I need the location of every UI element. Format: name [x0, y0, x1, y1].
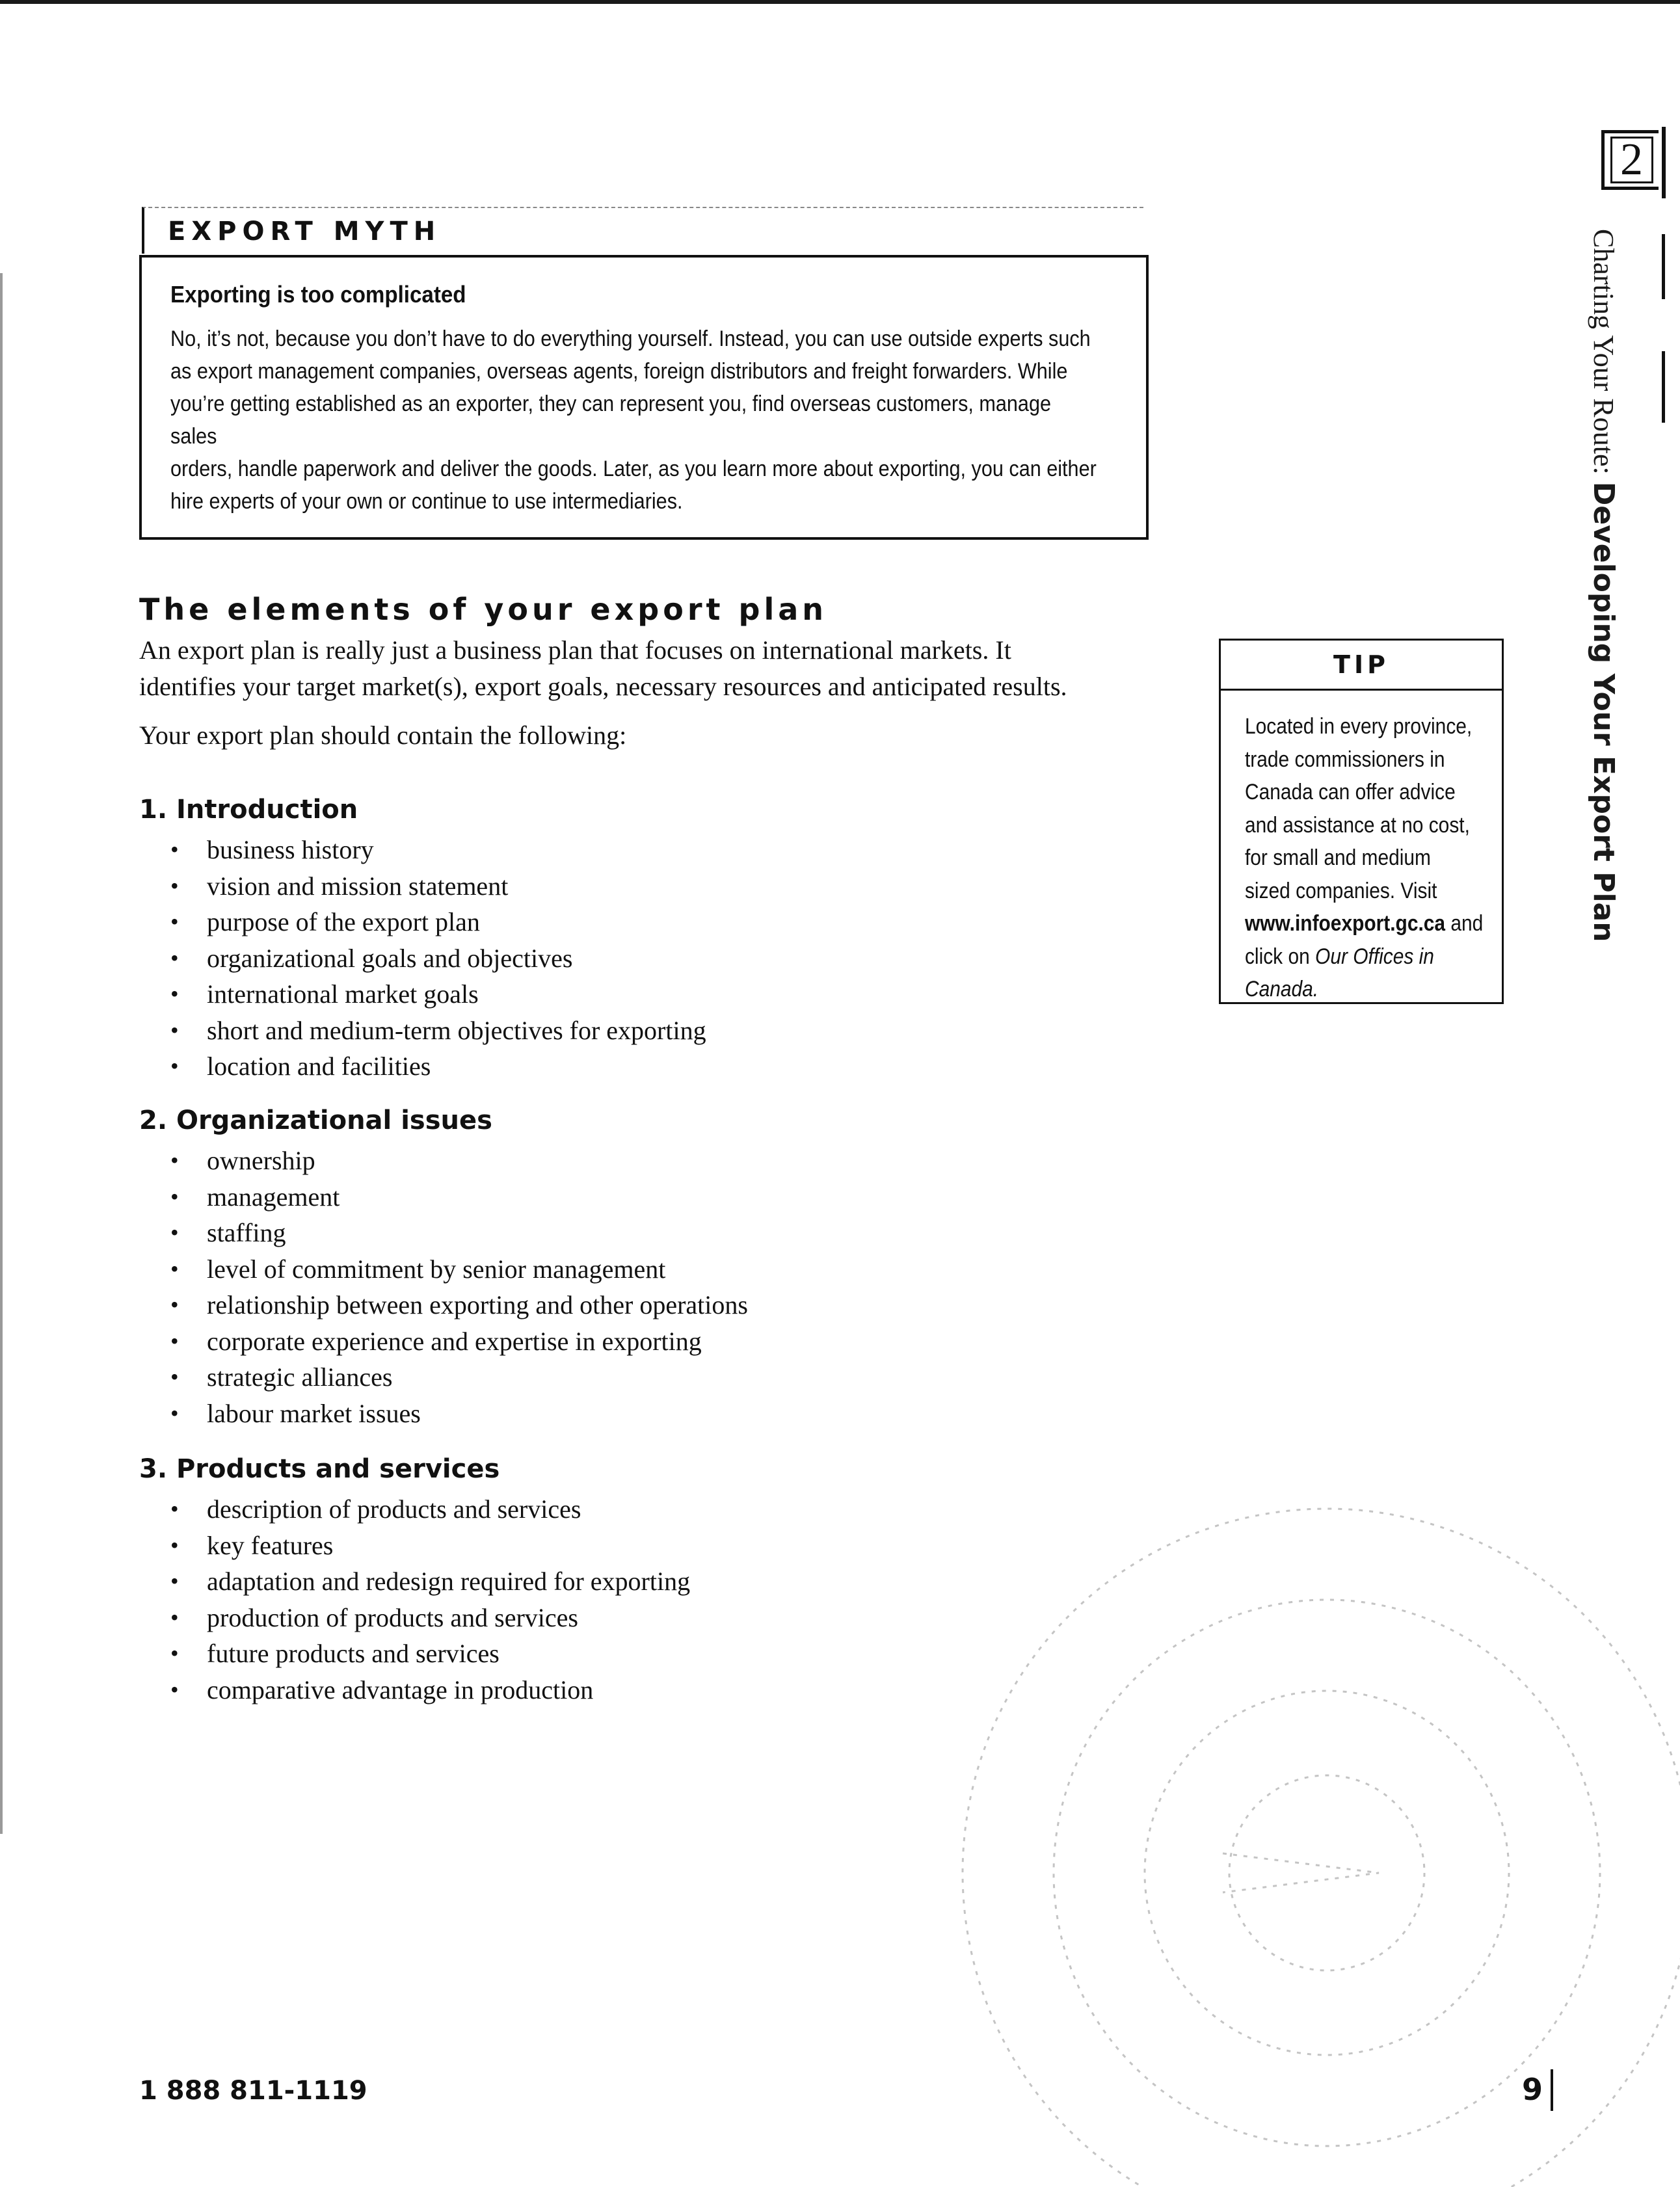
tip-click-text: click on: [1244, 944, 1316, 969]
list-item: • purpose of the export plan: [170, 904, 706, 940]
chapter-edge-rule: [1662, 127, 1666, 198]
chapter-side-title-light: Charting Your Route:: [1588, 229, 1620, 482]
list-item: • production of products and services: [170, 1600, 690, 1636]
tip-line: trade commissioners in: [1244, 747, 1445, 772]
chapter-side-title: [1587, 229, 1620, 942]
list-item: • future products and services: [170, 1636, 690, 1672]
export-myth-line: orders, handle paperwork and deliver the goods. Later, as you learn more about exporting, you can either: [170, 457, 1097, 481]
target-watermark-icon: [807, 1392, 1680, 2187]
tip-offices-link-text: Our Offices in Canada.: [1244, 944, 1434, 1001]
chapter-edge-rule: [1662, 351, 1665, 423]
introduction-list: [170, 832, 706, 1085]
list-item: • corporate experience and expertise in exporting: [170, 1323, 748, 1360]
list-item: • level of commitment by senior management: [170, 1251, 748, 1288]
tip-line: Located in every province,: [1244, 714, 1473, 739]
list-item: • description of products and services: [170, 1491, 690, 1528]
list-item: • international market goals: [170, 976, 706, 1013]
tip-and-text: and: [1445, 911, 1484, 936]
list-item: • organizational goals and objectives: [170, 940, 706, 977]
list-heading-organizational-issues: 2. Organizational issues: [139, 1106, 492, 1135]
tip-line: Canada can offer advice: [1244, 780, 1456, 804]
list-item: • management: [170, 1179, 748, 1215]
tip-label: TIP: [1221, 641, 1502, 691]
list-item: • staffing: [170, 1215, 748, 1251]
list-item: • short and medium-term objectives for exporting: [170, 1013, 706, 1049]
list-item: • adaptation and redesign required for exporting: [170, 1563, 690, 1600]
list-item: • labour market issues: [170, 1396, 748, 1432]
export-myth-line: No, it’s not, because you don’t have to do everything yourself. Instead, you can use outside experts such: [170, 326, 1091, 351]
page-number-rule: [1551, 2069, 1553, 2111]
organizational-issues-list: [170, 1143, 748, 1431]
chapter-number: 2: [1610, 137, 1653, 183]
tip-line: sized companies. Visit: [1244, 878, 1437, 903]
contents-intro: Your export plan should contain the following:: [139, 721, 627, 750]
export-myth-box: [139, 255, 1149, 540]
intro-line: An export plan is really just a business plan that focuses on international markets. It: [139, 635, 1011, 665]
intro-line: identifies your target market(s), export goals, necessary resources and anticipated results.: [139, 672, 1067, 701]
intro-paragraph: [139, 632, 1180, 705]
list-item: • business history: [170, 832, 706, 868]
page-number: 9: [1522, 2072, 1543, 2107]
export-myth-body: [170, 323, 1101, 518]
export-myth-title: Exporting is too complicated: [170, 281, 466, 308]
chapter-side-title-bold: Developing Your Export Plan: [1587, 481, 1620, 942]
list-heading-introduction: 1. Introduction: [139, 795, 358, 825]
list-item: • ownership: [170, 1143, 748, 1179]
tip-box: [1219, 639, 1504, 1004]
list-item: • strategic alliances: [170, 1359, 748, 1396]
tip-website-link[interactable]: www.infoexport.gc.ca: [1244, 911, 1446, 936]
chapter-edge-rule: [1662, 234, 1665, 299]
products-and-services-list: [170, 1491, 690, 1708]
chapter-number-box: [1601, 130, 1659, 190]
export-myth-line: you’re getting established as an exporter, they can represent you, find overseas customers, manage sales: [170, 391, 1051, 449]
list-item: • location and facilities: [170, 1048, 706, 1085]
section-heading: The elements of your export plan: [139, 592, 828, 627]
export-myth-line: as export management companies, overseas agents, foreign distributors and freight forwarders. While: [170, 359, 1068, 384]
list-heading-products-and-services: 3. Products and services: [139, 1454, 500, 1484]
tip-line: and assistance at no cost,: [1244, 812, 1470, 838]
scan-left-edge: [0, 273, 3, 1834]
export-myth-line: hire experts of your own or continue to use intermediaries.: [170, 489, 683, 514]
list-item: • relationship between exporting and other operations: [170, 1287, 748, 1323]
footer-phone-number: 1 888 811-1119: [139, 2076, 367, 2106]
export-myth-label: EXPORT MYTH: [142, 207, 1143, 254]
scan-top-edge: [0, 0, 1680, 4]
list-item: • key features: [170, 1528, 690, 1564]
list-item: • vision and mission statement: [170, 868, 706, 905]
tip-body: [1221, 691, 1497, 1006]
list-item: • comparative advantage in production: [170, 1672, 690, 1708]
tip-line: for small and medium: [1244, 845, 1431, 870]
